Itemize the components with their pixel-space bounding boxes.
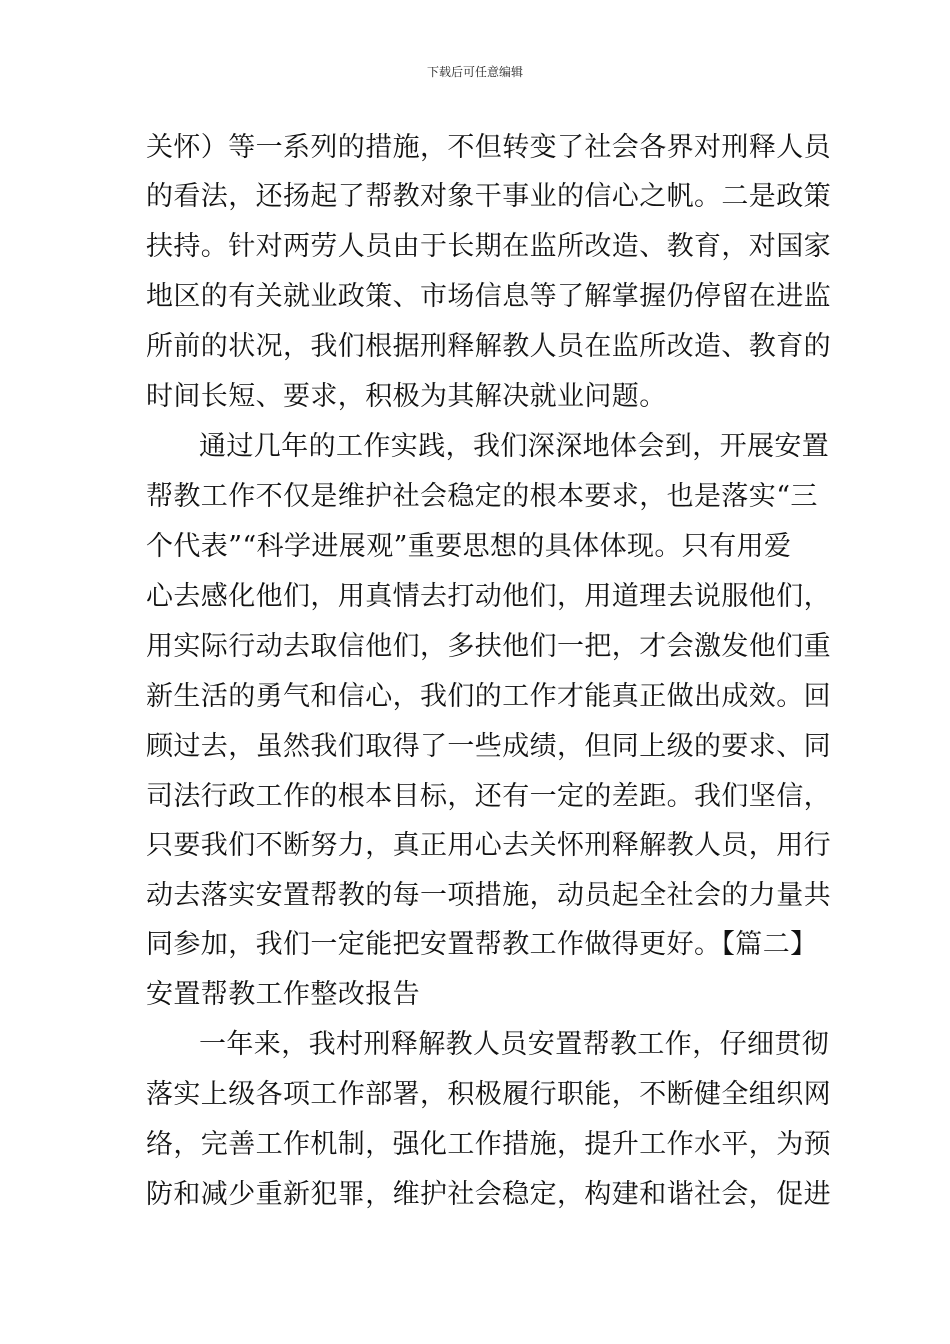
- text-line: 同参加，我们一定能把安置帮教工作做得更好。【篇二】: [146, 929, 818, 960]
- text-line: 个代表”“科学进展观”重要思想的具体体现。只有用爱: [146, 531, 792, 562]
- text-line: 顾过去，虽然我们取得了一些成绩，但同上级的要求、同: [146, 731, 831, 762]
- text-line: 动去落实安置帮教的每一项措施，动员起全社会的力量共: [146, 880, 831, 911]
- page-header: 下载后可任意编辑: [426, 65, 523, 79]
- text-line: 用实际行动去取信他们，多扶他们一把，才会激发他们重: [146, 631, 831, 662]
- paragraph-first-line: 通过几年的工作实践，我们深深地体会到，开展安置: [199, 431, 830, 462]
- text-line: 地区的有关就业政策、市场信息等了解掌握仍停留在进监: [146, 281, 831, 312]
- text-line: 落实上级各项工作部署，积极履行职能，不断健全组织网: [146, 1079, 831, 1110]
- text-line: 防和减少重新犯罪，维护社会稳定，构建和谐社会，促进: [146, 1179, 831, 1210]
- text-line: 扶持。针对两劳人员由于长期在监所改造、教育，对国家: [146, 231, 831, 262]
- text-line: 司法行政工作的根本目标，还有一定的差距。我们坚信，: [146, 781, 831, 812]
- text-line: 心去感化他们，用真情去打动他们，用道理去说服他们，: [146, 581, 831, 612]
- section-title: 安置帮教工作整改报告: [146, 979, 420, 1010]
- text-line: 所前的状况，我们根据刑释解教人员在监所改造、教育的: [146, 331, 831, 362]
- text-line: 络，完善工作机制，强化工作措施，提升工作水平，为预: [146, 1129, 831, 1160]
- text-line: 只要我们不断努力，真正用心去关怀刑释解教人员，用行: [146, 830, 831, 861]
- text-line: 新生活的勇气和信心，我们的工作才能真正做出成效。回: [146, 681, 831, 712]
- text-line: 关怀）等一系列的措施，不但转变了社会各界对刑释人员: [146, 132, 831, 163]
- text-line: 帮教工作不仅是维护社会稳定的根本要求，也是落实“三: [146, 481, 818, 512]
- paragraph-first-line: 一年来，我村刑释解教人员安置帮教工作，仔细贯彻: [199, 1029, 830, 1060]
- text-line: 的看法，还扬起了帮教对象干事业的信心之帆。二是政策: [146, 181, 831, 212]
- text-line: 时间长短、要求，积极为其解决就业问题。: [146, 381, 667, 412]
